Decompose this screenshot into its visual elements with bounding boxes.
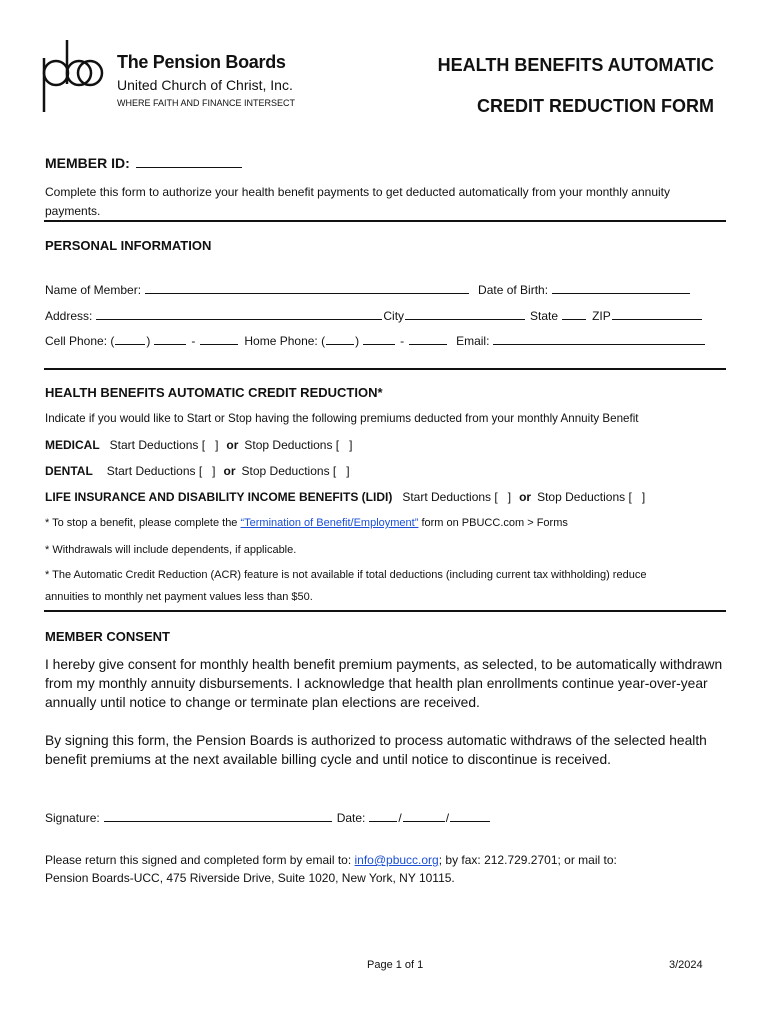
address-label: Address:: [45, 309, 93, 323]
home-label: Home Phone: (: [244, 334, 326, 348]
home-area-field[interactable]: [326, 343, 354, 345]
lidi-stop-label: Stop Deductions [: [537, 490, 632, 504]
state-field[interactable]: [562, 318, 586, 320]
lidi-start-close: ]: [507, 490, 512, 504]
dental-label: DENTAL: [45, 464, 93, 478]
member-id-row: [45, 155, 243, 171]
dental-start-label: Start Deductions [: [106, 464, 203, 478]
cell-label: Cell Phone: (: [45, 334, 115, 348]
date-month-field[interactable]: [369, 820, 397, 822]
logo: [40, 40, 296, 112]
form-title-line2: CREDIT REDUCTION FORM: [477, 96, 714, 116]
acr-indicate-text: Indicate if you would like to Start or Stop having the following premiums deducted from your monthly Annuity Benefit: [45, 412, 639, 425]
lidi-start-label: Start Deductions [: [402, 490, 498, 504]
phone-email-row: [45, 334, 706, 348]
page-number: Page 1 of 1: [367, 959, 424, 971]
termination-form-link[interactable]: “Termination of Benefit/Employment”: [240, 517, 419, 529]
consent-paragraph-1: I hereby give consent for monthly health benefit premium payments, as selected, to be automatically withdrawn from my monthly annuity disbursements. I acknowledge that health plan enrollments continue year-over-year annually until notice to change or terminate plan elections are received.: [45, 657, 723, 710]
personal-heading: PERSONAL INFORMATION: [45, 238, 212, 253]
lidi-stop-close: ]: [641, 490, 646, 504]
home-paren-close: ): [355, 334, 360, 348]
date-slash-1: /: [398, 811, 402, 825]
city-label: City: [383, 309, 405, 323]
logo-org-sub: United Church of Christ, Inc.: [117, 77, 293, 93]
address-row: [45, 309, 703, 323]
name-dob-row: [45, 283, 691, 297]
consent-heading: MEMBER CONSENT: [45, 629, 170, 644]
cell-dash: -: [191, 334, 196, 348]
dental-stop-label: Stop Deductions [: [241, 464, 337, 478]
home-line-field[interactable]: [409, 343, 447, 345]
medical-label: MEDICAL: [45, 438, 100, 452]
cell-prefix-field[interactable]: [154, 343, 186, 345]
home-prefix-field[interactable]: [363, 343, 395, 345]
signature-row: [45, 811, 491, 825]
logo-tagline: WHERE FAITH AND FINANCE INTERSECT: [117, 98, 296, 108]
note1-pre: * To stop a benefit, please complete the: [45, 517, 241, 529]
form-title-line1: HEALTH BENEFITS AUTOMATIC: [437, 55, 714, 75]
divider-1: [44, 220, 726, 222]
dental-stop-close: ]: [346, 464, 350, 478]
cell-paren-close: ): [146, 334, 151, 348]
intro-text: Complete this form to authorize your health benefit payments to get deducted automatically from your monthly annuity payments.: [45, 185, 670, 218]
email-field[interactable]: [493, 343, 705, 345]
return-line-2: Pension Boards-UCC, 475 Riverside Drive, Suite 1020, New York, NY 10115.: [45, 871, 455, 885]
email-label: Email:: [456, 334, 490, 348]
medical-start-close: ]: [215, 438, 219, 452]
acr-heading: HEALTH BENEFITS AUTOMATIC CREDIT REDUCTION*: [45, 385, 383, 400]
pbucc-logo-mark: [40, 40, 106, 112]
zip-label: ZIP: [592, 309, 611, 323]
divider-2: [44, 368, 726, 370]
medical-stop-close: ]: [349, 438, 353, 452]
return-email-link[interactable]: info@pbucc.org: [354, 853, 439, 867]
name-label: Name of Member:: [45, 283, 142, 297]
medical-row: [45, 438, 352, 452]
divider-3: [44, 610, 726, 612]
acr-note-limit-line2: annuities to monthly net payment values less than $50.: [45, 591, 313, 603]
acr-note-dependents: * Withdrawals will include dependents, if applicable.: [45, 544, 297, 556]
date-label: Date:: [336, 811, 366, 825]
state-label: State: [530, 309, 559, 323]
return-line-1: [45, 853, 617, 867]
return-line-1-post: ; by fax: 212.729.2701; or mail to:: [438, 853, 617, 867]
medical-stop-label: Stop Deductions [: [244, 438, 340, 452]
signature-field[interactable]: [104, 820, 332, 822]
signature-label: Signature:: [45, 811, 100, 825]
address-field[interactable]: [96, 318, 382, 320]
return-line-1-pre: Please return this signed and completed form by email to:: [45, 853, 355, 867]
home-dash: -: [400, 334, 405, 348]
acr-note-limit-line1: * The Automatic Credit Reduction (ACR) feature is not available if total deductions (including current tax withholding) reduce: [45, 569, 647, 581]
lidi-or: or: [519, 490, 532, 504]
member-id-label: MEMBER ID:: [45, 155, 130, 171]
dental-row: [45, 464, 350, 478]
consent-paragraph-2: By signing this form, the Pension Boards is authorized to process automatic withdraws of the selected health benefit premiums at the next available billing cycle and until notice to discontinue is received.: [45, 733, 707, 767]
logo-org-name: The Pension Boards: [117, 52, 286, 72]
lidi-label: LIFE INSURANCE AND DISABILITY INCOME BENEFITS (LIDI): [45, 490, 393, 504]
date-slash-2: /: [445, 811, 450, 825]
dental-start-close: ]: [212, 464, 216, 478]
date-year-field[interactable]: [450, 820, 490, 822]
medical-start-label: Start Deductions [: [109, 438, 206, 452]
cell-area-field[interactable]: [115, 343, 145, 345]
name-field[interactable]: [145, 292, 469, 294]
medical-or: or: [226, 438, 239, 452]
dental-or: or: [223, 464, 236, 478]
acr-note-termination: [45, 517, 568, 529]
cell-line-field[interactable]: [200, 343, 238, 345]
note1-post: form on PBUCC.com > Forms: [418, 517, 568, 529]
date-day-field[interactable]: [403, 820, 445, 822]
member-id-field[interactable]: [136, 166, 242, 168]
zip-field[interactable]: [612, 318, 702, 320]
revision-date: 3/2024: [669, 959, 703, 971]
city-field[interactable]: [405, 318, 525, 320]
dob-field[interactable]: [552, 292, 690, 294]
dob-label: Date of Birth:: [478, 283, 549, 297]
lidi-row: [45, 490, 645, 504]
